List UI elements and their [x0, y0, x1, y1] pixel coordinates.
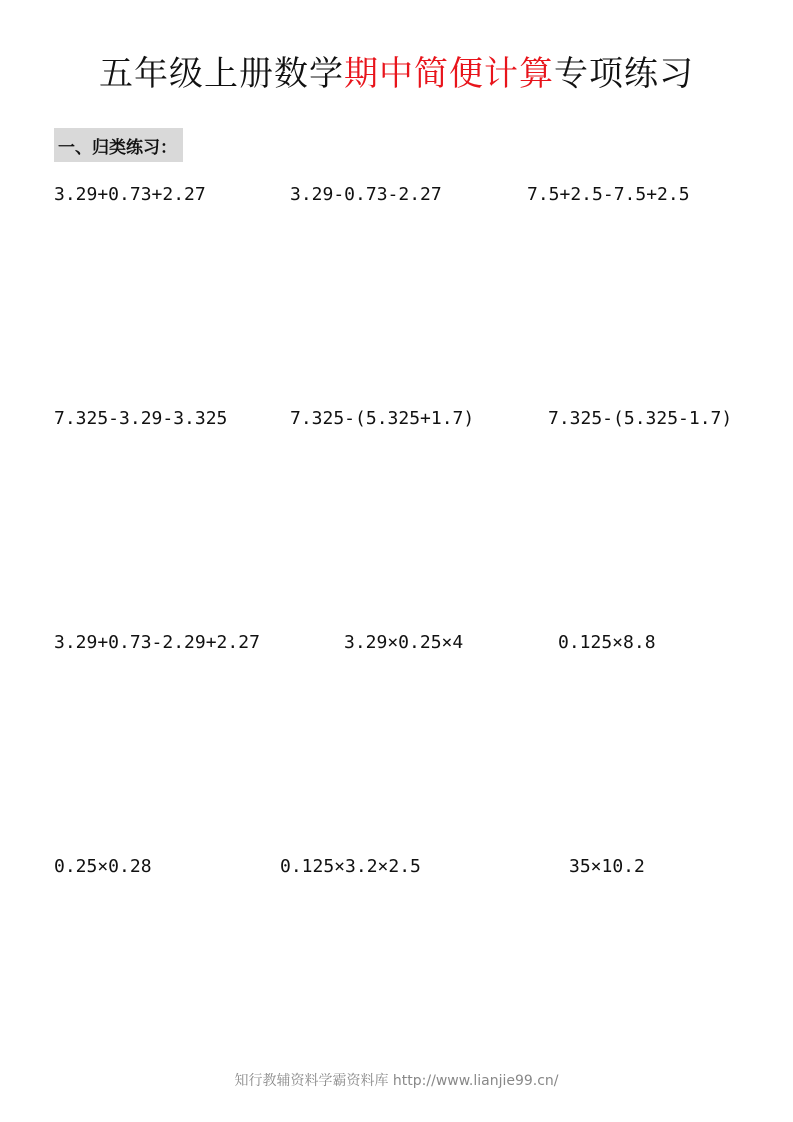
page-title — [0, 46, 793, 95]
problem-6: 7.325-(5.325-1.7) — [548, 408, 733, 429]
section-header: 一、归类练习： — [54, 128, 183, 162]
problem-9: 0.125×8.8 — [558, 632, 656, 653]
problem-12: 35×10.2 — [569, 856, 645, 877]
problem-1: 3.29+0.73+2.27 — [54, 184, 206, 205]
title-part-1: 五年级上册数学 — [99, 54, 344, 94]
problem-8: 3.29×0.25×4 — [344, 632, 464, 653]
title-part-2: 专项练习 — [554, 54, 694, 94]
problem-10: 0.25×0.28 — [54, 856, 152, 877]
problem-7: 3.29+0.73-2.29+2.27 — [54, 632, 260, 653]
problem-11: 0.125×3.2×2.5 — [280, 856, 421, 877]
problem-3: 7.5+2.5-7.5+2.5 — [527, 184, 690, 205]
problem-4: 7.325-3.29-3.325 — [54, 408, 228, 429]
problem-5: 7.325-(5.325+1.7) — [290, 408, 475, 429]
problem-2: 3.29-0.73-2.27 — [290, 184, 442, 205]
title-highlight: 期中简便计算 — [344, 54, 554, 94]
footer-watermark: 知行教辅资料学霸资料库 http://www.lianjie99.cn/ — [234, 1073, 559, 1089]
